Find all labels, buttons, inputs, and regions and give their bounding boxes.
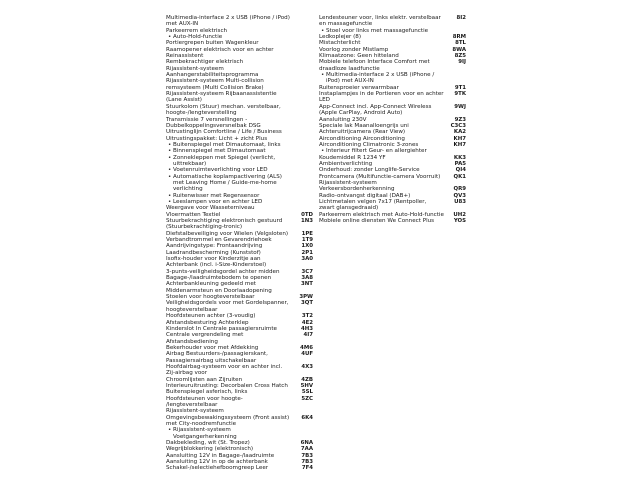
equipment-label: • Zonnekleppen met Spiegel (verlicht, uittrekbaar) [166, 155, 313, 168]
equipment-row [166, 155, 313, 168]
option-code: 7F4 [301, 465, 313, 472]
equipment-row [319, 59, 466, 72]
equipment-label: Rijassistent-systeem Rijbaanassistentie (Lane Assist) [166, 91, 277, 104]
option-code: 3A0 [301, 256, 313, 263]
equipment-row [166, 364, 313, 377]
equipment-row [166, 117, 313, 130]
equipment-row [166, 427, 313, 440]
option-code: 7AA [300, 446, 313, 453]
option-code: 9TK [454, 91, 466, 98]
option-code: 1X0 [301, 243, 313, 250]
option-code: 8WA [452, 46, 466, 53]
equipment-label: • Voetenruimteverlichting voor LED [166, 167, 313, 173]
option-code: 4UF [301, 351, 313, 358]
equipment-label: • Automatische koplampactivering (ALS) met Leaving Home / Guide-me-home verlichting [166, 174, 313, 193]
option-code: KK3 [453, 154, 466, 161]
equipment-label: Bekerhouder voor met Afdekking [166, 344, 259, 351]
equipment-label: • Buitenspiegel met Dimautomaat, links [166, 142, 313, 148]
equipment-label: Ledkoplejer (8) [319, 34, 362, 41]
equipment-label: Rijassistent-systeem [319, 179, 377, 186]
option-code: KA2 [453, 129, 466, 136]
equipment-label: Koudemiddel R 1234 YF [319, 154, 386, 161]
equipment-row [166, 256, 313, 269]
equipment-label: Kinderslot In Centrale passagiersruimte [166, 325, 277, 332]
equipment-label: Veiligheidsgordels voor met Gordelspanner, hoogteverstelbaar [166, 300, 289, 313]
equipment-label: Dakbekleding, wit (St. Tropez) [166, 440, 250, 447]
equipment-label: Laadrandbescherming (Kunststof) [166, 249, 261, 256]
equipment-label: Hoofdsteunen voor hoogte- /lengteverstelbaar [166, 395, 243, 408]
equipment-label: App-Connect incl. App-Connect Wireless (Apple CarPlay, Android Auto) [319, 103, 432, 117]
option-code: 5HV [300, 382, 313, 389]
equipment-label: Onderhoud: zonder Longlife-Service [319, 167, 420, 174]
option-code: 3A8 [301, 275, 313, 282]
equipment-label: Diefstalbeveiliging voor Wielen (Velgsloten) [166, 230, 289, 237]
equipment-row [166, 332, 313, 345]
equipment-label: Hoofdsteunen achter (3-voudig) [166, 313, 256, 320]
option-code: U83 [454, 198, 466, 205]
option-code: 8RM [452, 34, 466, 41]
equipment-label: Omgevingsbewakingssysteem (Front assist) met City-noodremfunctie [166, 414, 290, 427]
equipment-row [319, 218, 466, 224]
equipment-label: Aansluiting 12V in Bagage-/laadruimte [166, 452, 275, 459]
equipment-label: Uitrustinglijn Comfortline / Life / Business [166, 129, 282, 136]
equipment-label: Voorlog zonder Mistlamp [319, 46, 389, 53]
equipment-row [319, 199, 466, 212]
equipment-label: Lichtmetalen velgen 7x17 (Rentpoller, zwart glansgedraaid) [319, 198, 427, 212]
option-code: 4I7 [303, 332, 313, 339]
equipment-label: 3-punts-veiligheidsgordel achter midden [166, 268, 280, 275]
equipment-row [166, 78, 313, 91]
equipment-list-left [166, 15, 313, 472]
option-code: 6K4 [301, 414, 313, 421]
option-code: 5SL [301, 389, 313, 396]
equipment-row [166, 415, 313, 428]
equipment-label: Centrale vergrendeling met Afstandsbediening [166, 332, 244, 345]
equipment-label: Multimedia-interface 2 x USB (iPhone / iPod) met AUX-IN [166, 15, 290, 28]
equipment-label: Rijassistent-systeem [166, 408, 224, 415]
option-code: 3PW [299, 294, 313, 301]
option-code: 3NT [301, 281, 313, 288]
equipment-label: Achteruitrijcamera (Rear View) [319, 129, 406, 136]
equipment-label: Verkeersbordenherkenning [319, 186, 395, 193]
equipment-list-right [319, 15, 466, 224]
option-code: 4H3 [300, 325, 313, 332]
option-code: KH7 [453, 135, 466, 142]
equipment-label: Interieuruitrusting: Decorbalen Cross Hatch [166, 382, 288, 389]
option-code: 1N3 [300, 218, 313, 224]
equipment-label: • Leeslampen voor en achter LED [166, 199, 313, 205]
equipment-label: Speciale lak Maanalloengrijs uni [319, 122, 409, 129]
equipment-row [166, 300, 313, 313]
equipment-label: Radio-ontvangst digitaal (DAB+) [319, 192, 411, 199]
equipment-label: Reinassistent [166, 53, 204, 60]
equipment-label: Chroomlijsten aan Zijruiten [166, 376, 243, 383]
equipment-label: Rijassistent-systeem Multi-collision remsysteem (Multi Collision Brake) [166, 78, 264, 91]
option-code: 2P1 [301, 249, 313, 256]
equipment-label: Parkeerrem elektrisch met Auto-Hold-functie [319, 211, 444, 218]
equipment-label: Airconditioning Climatronic 3-zones [319, 141, 419, 148]
option-code: 4E2 [301, 319, 313, 326]
equipment-label: Ambientverlichting [319, 160, 373, 167]
equipment-row [166, 281, 313, 294]
equipment-label: Transmissie 7 versnellingen - Dubbelkoppelingsversnelbak DSG [166, 116, 261, 129]
option-code: PA5 [454, 160, 466, 167]
option-code: 4ZB [301, 376, 313, 383]
equipment-label: Airconditioning Airconditioning [319, 135, 405, 142]
equipment-label: Aansluiting 12V in op de achterbank [166, 459, 268, 466]
equipment-label: • Interieur filtert Geur- en allergiehter [319, 148, 466, 154]
equipment-label: • Multimedia-interface 2 x USB (iPhone / iPod) met AUX-IN [319, 72, 466, 85]
option-code: 7B3 [301, 459, 313, 466]
option-code: QR9 [453, 186, 466, 193]
option-code: C3C3 [450, 122, 466, 129]
equipment-row [166, 351, 313, 364]
equipment-label: Aandrijvingstype: Frontaandrijving [166, 243, 263, 250]
equipment-row [166, 396, 313, 409]
equipment-label: Airbag Bestuurders-/passagierskant, Passagiersairbag uitschakelbaar [166, 351, 268, 364]
option-code: 0TD [301, 211, 313, 218]
option-code: 4M6 [300, 344, 313, 351]
option-code: 8I2 [456, 15, 466, 21]
equipment-label: Instaplampjes in de Portieren voor en achter LED [319, 91, 444, 104]
option-code: 3C7 [301, 268, 313, 275]
equipment-row [319, 15, 466, 28]
equipment-label: Klimaatzone: Geen hitteland [319, 53, 399, 60]
option-code: KH7 [453, 141, 466, 148]
option-code: 3T2 [301, 313, 313, 320]
equipment-label: Portiergrepen buiten Wagenkleur [166, 40, 259, 47]
option-code: UH2 [453, 211, 466, 218]
equipment-label: Stuurbekrachtiging elektronisch gestuurd (Stuurbekrachtiging-tronic) [166, 218, 283, 231]
equipment-label: Mobiele telefoon Interface Comfort met draadloze laadfunctie [319, 59, 430, 72]
equipment-label: Ruitensproeier verwarmbaar [319, 84, 399, 91]
equipment-label: Afstandsbesturing Achterklep [166, 319, 249, 326]
equipment-row [166, 465, 313, 471]
option-code: 6NA [300, 440, 313, 447]
equipment-label: Rijassistent-systeem [166, 65, 224, 72]
equipment-label: Vloermatten Textiel [166, 211, 221, 218]
equipment-label: Aanhangerstabiliteitsprogramma [166, 72, 259, 79]
option-code: 9T1 [454, 84, 466, 91]
option-code: QV3 [453, 192, 466, 199]
equipment-label: Mobiele online diensten We Connect Plus [319, 218, 435, 224]
equipment-row [166, 15, 313, 28]
equipment-row [319, 72, 466, 85]
equipment-label: Uitrustingspakket: Licht + zicht Plus [166, 135, 268, 142]
equipment-label: Rembekrachtiger elektrisch [166, 59, 244, 66]
option-code: 3QT [300, 300, 313, 307]
equipment-label: Buitenspiegel asferisch, links [166, 389, 248, 396]
equipment-label: Lendesteuner voor, links elektr. verstelbaar en massagefunctie [319, 15, 441, 28]
equipment-row [319, 104, 466, 117]
option-code: 7B3 [301, 452, 313, 459]
option-code: 1T9 [301, 237, 313, 244]
option-code: 9IJ [458, 59, 466, 66]
equipment-label: Parkeerrem elektrisch [166, 27, 228, 34]
option-code: 5ZC [301, 395, 313, 402]
equipment-row [166, 174, 313, 193]
equipment-label: Hoofdairbag-systeem voor en achter incl. Zij-airbag voor [166, 363, 283, 377]
option-code: 4X3 [301, 363, 313, 370]
option-code: 8Z5 [454, 53, 466, 60]
equipment-label: Aansluiting 230V [319, 116, 367, 123]
equipment-label: • Stoel voor links met massagefunctie [319, 28, 466, 34]
equipment-label: Stuurkolom (Stuur) mechan. verstelbaar, hoogte-/lengteverstelling [166, 103, 281, 117]
equipment-row [166, 218, 313, 231]
equipment-label: Raamopener elektrisch voor en achter [166, 46, 274, 53]
equipment-label: • Rijassistent-systeem Voetgangerherkenning [166, 427, 313, 440]
equipment-label: Mistachterlicht [319, 40, 361, 47]
equipment-label: Schakel-/selectiehefboomgreep Leer [166, 465, 269, 472]
equipment-label: Frontcamera (Multifunctie-camera Voorruit) [319, 173, 441, 180]
equipment-label: Verbandtrommel en Gevarendriehoek [166, 237, 272, 244]
option-code: 1PE [301, 230, 313, 237]
equipment-label: Isofix-houder voor Kinderzitje aan Achterbank (incl. i-Size-Kinderstoel) [166, 256, 267, 269]
equipment-label: • Binnenspiegel met Dimautomaat [166, 148, 313, 154]
option-code: QI4 [455, 167, 466, 174]
equipment-label: Wegrijblokkering (elektronisch) [166, 446, 254, 453]
equipment-label: • Auto-Hold-functie [166, 34, 313, 40]
equipment-label: Achterbankleuning gedeeld met Middenarmsteun en Doorlaadopening [166, 281, 272, 294]
equipment-row [166, 91, 313, 104]
option-code: QK1 [453, 173, 466, 180]
option-code: 9Z3 [454, 116, 466, 123]
option-code: 8TL [455, 40, 466, 47]
equipment-label: Stoelen voor hoogteverstelbaar [166, 294, 255, 301]
equipment-row [166, 104, 313, 117]
option-code: YOS [453, 218, 466, 224]
equipment-label: Weergave voor Wasseterniveau [166, 205, 255, 212]
option-code: 9WJ [454, 103, 466, 110]
equipment-label: • Ruitenwisser met Regensensor [166, 193, 313, 199]
equipment-row [319, 91, 466, 104]
equipment-label: Bagage-/laadruimtebodem te openen [166, 275, 272, 282]
